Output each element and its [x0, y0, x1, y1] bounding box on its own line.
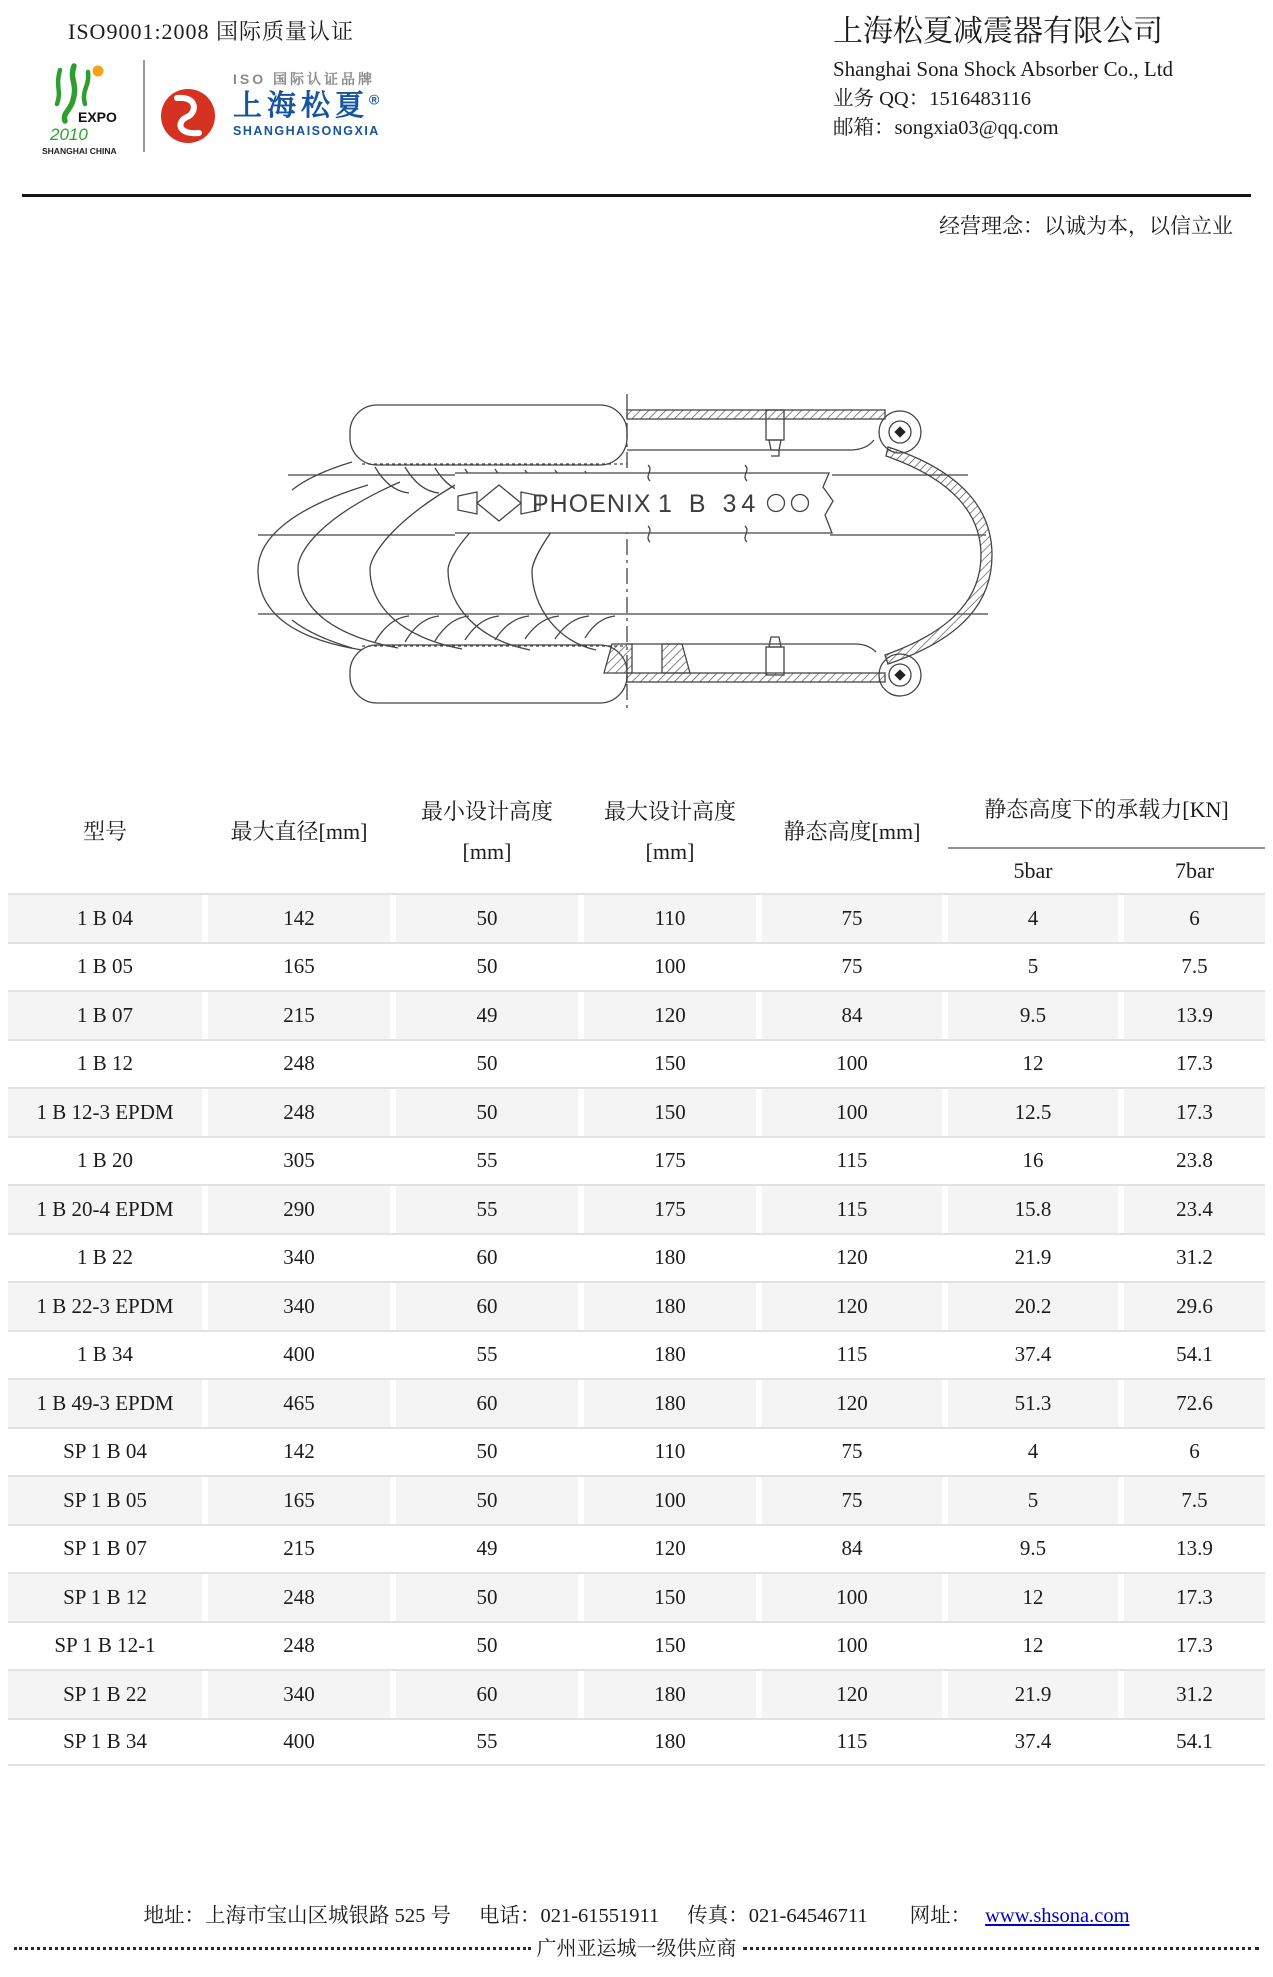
- footer-banner-row: [14, 1932, 1259, 1961]
- cell-model: 1 B 20-4 EPDM: [8, 1186, 202, 1233]
- registered-mark: ®: [369, 91, 380, 108]
- cell-static-height: 115: [836, 1342, 868, 1367]
- cell-load-7bar: 17.3: [1176, 1633, 1213, 1658]
- cell-static-height: 84: [841, 1536, 863, 1561]
- cell-max-height: 120: [584, 992, 756, 1039]
- iso-certification-text: ISO9001:2008 国际质量认证: [68, 19, 355, 44]
- footer-fax: 传真：021-64546711: [687, 1905, 868, 1927]
- cell-load-7bar: 13.9: [1124, 992, 1265, 1039]
- header-rule: [22, 194, 1251, 197]
- cell-load-7bar: 6: [1189, 1439, 1200, 1464]
- table-row: [8, 1524, 1265, 1573]
- cell-load-5bar: 9.5: [1019, 1536, 1047, 1561]
- cell-static-height: 75: [841, 954, 863, 979]
- cell-max-diameter: 465: [208, 1380, 390, 1427]
- cell-load-7bar: 6: [1124, 895, 1265, 942]
- cell-load-7bar: 7.5: [1181, 954, 1208, 979]
- cell-load-7bar: 17.3: [1176, 1051, 1213, 1076]
- cell-min-height: 50: [396, 895, 578, 942]
- footer-phone: 电话：021-61551911: [478, 1905, 660, 1927]
- cell-load-7bar: 31.2: [1176, 1245, 1213, 1270]
- cell-model: 1 B 22: [76, 1245, 133, 1270]
- cell-min-height: 50: [396, 1089, 578, 1136]
- cell-load-5bar: 37.4: [1014, 1342, 1052, 1367]
- brand-text-block: [233, 72, 380, 139]
- cell-max-diameter: 248: [283, 1633, 315, 1658]
- cell-load-5bar: 20.2: [948, 1283, 1118, 1330]
- cell-max-diameter: 248: [283, 1051, 315, 1076]
- cell-min-height: 60: [396, 1283, 578, 1330]
- company-email: 邮箱：songxia03@qq.com: [833, 116, 1059, 139]
- table-row: [8, 1330, 1265, 1379]
- cell-max-diameter: 165: [283, 954, 315, 979]
- cell-model: 1 B 20: [76, 1148, 133, 1173]
- table-row: [8, 1572, 1265, 1621]
- col-header-load-group: [948, 770, 1265, 893]
- cell-load-7bar: 23.8: [1176, 1148, 1213, 1173]
- cell-max-height: 180: [654, 1342, 686, 1367]
- footer-contact-line: [0, 1898, 1273, 1928]
- cell-min-height: 50: [476, 1051, 498, 1076]
- cell-max-height: 120: [654, 1536, 686, 1561]
- company-motto: 经营理念：以诚为本，以信立业: [939, 214, 1233, 238]
- cell-min-height: 50: [396, 1477, 578, 1524]
- cell-load-7bar: 54.1: [1176, 1342, 1213, 1367]
- cell-load-5bar: 5: [1027, 954, 1039, 979]
- stamp-model-text: 1 B 34: [658, 490, 761, 518]
- cell-model: SP 1 B 12: [8, 1574, 202, 1621]
- cell-static-height: 100: [836, 1633, 868, 1658]
- expo-orange-dot: [93, 66, 104, 77]
- table-body: [8, 893, 1265, 1766]
- cell-model: SP 1 B 05: [8, 1477, 202, 1524]
- cell-load-5bar: 37.4: [1014, 1729, 1052, 1754]
- dotted-leader-left: [14, 1947, 531, 1950]
- cell-max-diameter: 165: [208, 1477, 390, 1524]
- cell-load-5bar: 12: [1022, 1051, 1044, 1076]
- cell-max-height: 150: [584, 1089, 756, 1136]
- table-row: [8, 893, 1265, 942]
- cell-load-5bar: 15.8: [948, 1186, 1118, 1233]
- table-header: [8, 770, 1265, 893]
- cell-static-height: 100: [762, 1574, 942, 1621]
- table-row: [8, 1621, 1265, 1670]
- table-row: [8, 1233, 1265, 1282]
- cell-load-5bar: 12: [1022, 1633, 1044, 1658]
- col-header-7bar: 7bar: [1174, 858, 1215, 883]
- col-header-model: 型号: [82, 818, 127, 844]
- cell-static-height: 75: [841, 1439, 863, 1464]
- table-row: [8, 1184, 1265, 1233]
- table-row: [8, 990, 1265, 1039]
- cell-min-height: 55: [476, 1148, 498, 1173]
- table-row: [8, 1669, 1265, 1718]
- cell-model: 1 B 07: [8, 992, 202, 1039]
- website-link[interactable]: www.shsona.com: [985, 1905, 1130, 1927]
- cell-load-5bar: 12.5: [948, 1089, 1118, 1136]
- cell-load-7bar: 7.5: [1124, 1477, 1265, 1524]
- cell-load-7bar: 13.9: [1176, 1536, 1213, 1561]
- cell-model: 1 B 12-3 EPDM: [8, 1089, 202, 1136]
- cell-max-height: 150: [654, 1633, 686, 1658]
- cell-load-5bar: 4: [948, 895, 1118, 942]
- table-row: [8, 1281, 1265, 1330]
- cell-static-height: 75: [762, 1477, 942, 1524]
- cell-model: 1 B 12: [76, 1051, 133, 1076]
- brand-name-en: SHANGHAISONGXIA: [233, 124, 380, 139]
- cell-max-diameter: 248: [208, 1089, 390, 1136]
- cell-max-diameter: 248: [208, 1574, 390, 1621]
- cell-model: SP 1 B 04: [63, 1439, 147, 1464]
- cell-max-diameter: 290: [208, 1186, 390, 1233]
- cell-static-height: 100: [836, 1051, 868, 1076]
- cell-max-height: 175: [584, 1186, 756, 1233]
- cell-model: SP 1 B 12-1: [54, 1633, 156, 1658]
- brand-name-cn: 上海松夏®: [233, 90, 380, 123]
- cell-max-height: 180: [584, 1283, 756, 1330]
- table-row: [8, 1087, 1265, 1136]
- footer-web: [896, 1905, 1130, 1927]
- cell-max-diameter: 142: [208, 895, 390, 942]
- cell-load-7bar: 31.2: [1124, 1671, 1265, 1718]
- cell-load-5bar: 21.9: [1014, 1245, 1052, 1270]
- spec-table: [8, 770, 1265, 1766]
- dotted-leader-right: [743, 1947, 1260, 1950]
- table-row: [8, 1136, 1265, 1185]
- expo-2010-logo: [38, 58, 138, 158]
- cell-static-height: 120: [762, 1283, 942, 1330]
- cell-min-height: 50: [476, 954, 498, 979]
- cell-model: SP 1 B 34: [63, 1729, 147, 1754]
- cell-load-5bar: 5: [948, 1477, 1118, 1524]
- cell-max-height: 180: [584, 1380, 756, 1427]
- cell-static-height: 115: [836, 1148, 868, 1173]
- footer-address: 地址：上海市宝山区城银路 525 号: [143, 1905, 451, 1927]
- expo-word: EXPO: [78, 109, 117, 125]
- cell-max-height: 180: [584, 1671, 756, 1718]
- cell-model: 1 B 04: [8, 895, 202, 942]
- cell-load-7bar: 72.6: [1124, 1380, 1265, 1427]
- cell-model: 1 B 05: [76, 954, 133, 979]
- company-name-cn: 上海松夏减震器有限公司: [833, 15, 1163, 48]
- expo-location: SHANGHAI CHINA: [42, 146, 117, 156]
- cell-max-diameter: 400: [283, 1729, 315, 1754]
- cell-model: 1 B 34: [76, 1342, 133, 1367]
- cell-load-5bar: 21.9: [948, 1671, 1118, 1718]
- cell-load-7bar: 29.6: [1124, 1283, 1265, 1330]
- cell-static-height: 120: [762, 1380, 942, 1427]
- cell-static-height: 115: [762, 1186, 942, 1233]
- cell-load-5bar: 4: [1027, 1439, 1039, 1464]
- cell-max-height: 180: [654, 1729, 686, 1754]
- footer-banner-text: 广州亚运城一级供应商: [536, 1938, 737, 1960]
- cell-load-5bar: 12: [948, 1574, 1118, 1621]
- cell-min-height: 60: [476, 1245, 498, 1270]
- col-header-5bar: 5bar: [1013, 858, 1053, 883]
- cell-max-diameter: 340: [208, 1671, 390, 1718]
- cell-min-height: 50: [396, 1574, 578, 1621]
- cell-min-height: 55: [476, 1729, 498, 1754]
- cell-min-height: 55: [476, 1342, 498, 1367]
- cell-min-height: 55: [396, 1186, 578, 1233]
- top-plate: [350, 405, 627, 465]
- cell-load-5bar: 9.5: [948, 992, 1118, 1039]
- company-qq: 业务 QQ：1516483116: [833, 88, 1031, 111]
- cell-load-7bar: 54.1: [1176, 1729, 1213, 1754]
- cell-max-height: 100: [584, 1477, 756, 1524]
- footer-web-label: 网址：: [909, 1905, 972, 1927]
- cell-load-7bar: 23.4: [1124, 1186, 1265, 1233]
- cell-model: 1 B 49-3 EPDM: [8, 1380, 202, 1427]
- load-group-label: 静态高度下的承载力[KN]: [948, 770, 1265, 849]
- cell-max-height: 175: [654, 1148, 686, 1173]
- table-row: [8, 1475, 1265, 1524]
- cell-static-height: 120: [836, 1245, 868, 1270]
- table-row: [8, 1039, 1265, 1088]
- cell-load-7bar: 17.3: [1124, 1089, 1265, 1136]
- col-header-max-height: 最大设计高度 [mm]: [603, 799, 736, 864]
- cell-min-height: 49: [396, 992, 578, 1039]
- table-row: [8, 1378, 1265, 1427]
- cell-max-diameter: 340: [208, 1283, 390, 1330]
- cell-min-height: 49: [476, 1536, 498, 1561]
- cell-static-height: 115: [836, 1729, 868, 1754]
- stamp-brand-text: PHOENIX: [532, 490, 652, 518]
- cell-max-diameter: 340: [283, 1245, 315, 1270]
- cell-static-height: 120: [762, 1671, 942, 1718]
- cell-static-height: 84: [762, 992, 942, 1039]
- brand-iso-tagline: ISO 国际认证品牌: [233, 71, 376, 87]
- cell-max-height: 100: [654, 954, 686, 979]
- cell-max-diameter: 215: [283, 1536, 315, 1561]
- cell-max-diameter: 305: [283, 1148, 315, 1173]
- table-row: [8, 942, 1265, 991]
- col-header-static-height: 静态高度[mm]: [783, 818, 921, 844]
- cell-min-height: 50: [476, 1633, 498, 1658]
- cell-max-height: 180: [654, 1245, 686, 1270]
- cell-max-height: 150: [584, 1574, 756, 1621]
- bottom-plate: [350, 645, 627, 703]
- table-row: [8, 1718, 1265, 1767]
- cell-load-5bar: 51.3: [948, 1380, 1118, 1427]
- company-name-en: Shanghai Sona Shock Absorber Co., Ltd: [833, 57, 1174, 81]
- cell-static-height: 75: [762, 895, 942, 942]
- col-header-min-height: 最小设计高度 [mm]: [420, 799, 553, 864]
- cell-max-diameter: 400: [283, 1342, 315, 1367]
- table-row: [8, 1427, 1265, 1476]
- air-spring-technical-drawing: [200, 392, 1010, 712]
- expo-year: 2010: [50, 125, 88, 144]
- cell-model: SP 1 B 22: [8, 1671, 202, 1718]
- cell-load-7bar: 17.3: [1124, 1574, 1265, 1621]
- col-header-max-diameter: 最大直径[mm]: [230, 818, 368, 844]
- cell-model: 1 B 22-3 EPDM: [8, 1283, 202, 1330]
- cell-load-5bar: 16: [1022, 1148, 1044, 1173]
- cell-static-height: 100: [762, 1089, 942, 1136]
- cell-model: SP 1 B 07: [63, 1536, 147, 1561]
- songxia-red-logo: [158, 86, 218, 146]
- cell-max-height: 150: [654, 1051, 686, 1076]
- cell-max-height: 110: [654, 1439, 686, 1464]
- logo-divider: [143, 60, 145, 152]
- cell-max-diameter: 215: [208, 992, 390, 1039]
- logo-row: [38, 58, 138, 158]
- company-info-block: [833, 14, 1173, 140]
- cell-min-height: 50: [476, 1439, 498, 1464]
- cell-min-height: 60: [396, 1671, 578, 1718]
- cell-max-diameter: 142: [283, 1439, 315, 1464]
- cell-max-height: 110: [584, 895, 756, 942]
- cell-min-height: 60: [396, 1380, 578, 1427]
